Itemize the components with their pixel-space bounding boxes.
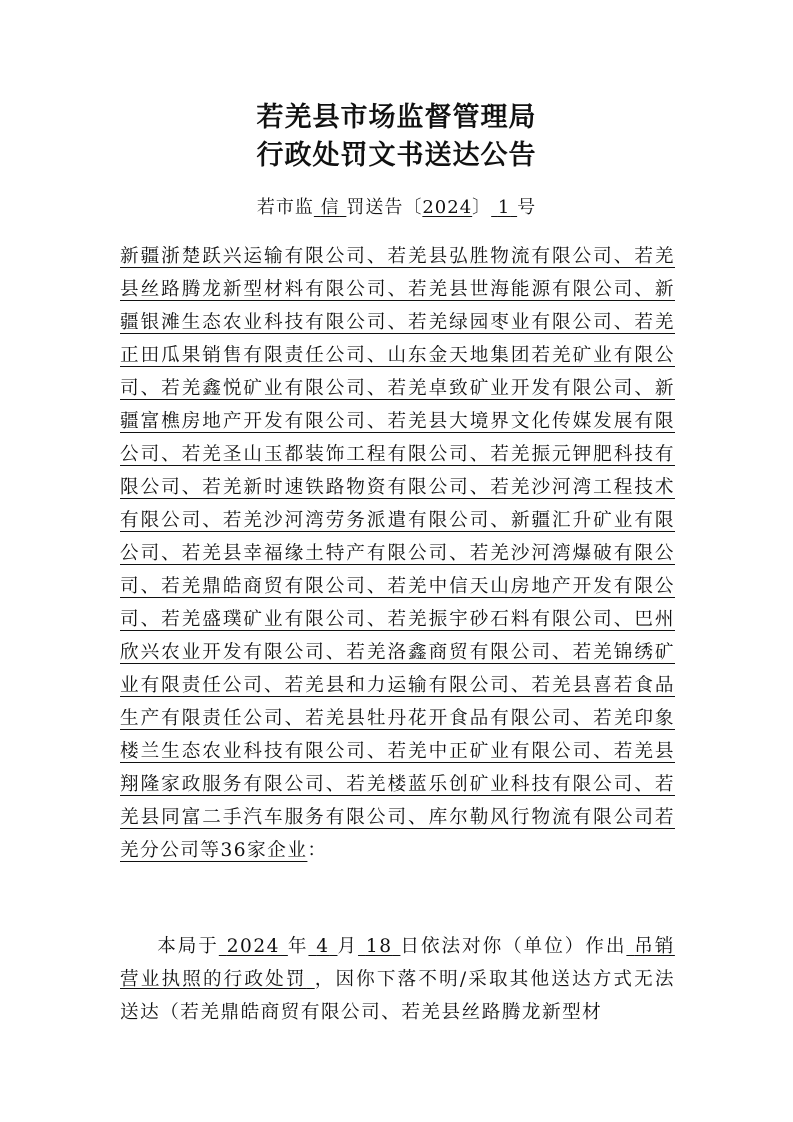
notice-rest: ，因你下落不明/采取其他送达方式无法送达（若羌鼎皓商贸有限公司、若羌县丝路腾龙新型材 <box>120 969 675 1023</box>
notice-day-unit: 日依法对你（单位）作出 <box>400 936 627 957</box>
notice-day: 18 <box>365 936 393 957</box>
title-line-1: 若羌县市场监督管理局 <box>256 102 537 133</box>
doc-number-serial: 1 <box>497 197 511 218</box>
notice-year-unit: 年 <box>287 936 309 957</box>
doc-number-year: 2024 <box>422 197 473 218</box>
doc-number-middle: 罚送告〔 <box>346 197 423 218</box>
recipient-companies: 新疆浙楚跃兴运输有限公司、若羌县弘胜物流有限公司、若羌县丝路腾龙新型材料有限公司、若羌县世海能源有限公司、新疆银滩生态农业科技有限公司、若羌绿园枣业有限公司、若羌正田瓜果销售有限责任公司、山东金天地集团若羌矿业有限公司、若羌鑫悦矿业有限公司、若羌卓致矿业开发有限公司、新疆富樵房地产开发有限公司、若羌县大境界文化传媒发展有限公司、若羌圣山玉都装饰工程有限公司、若羌振元钾肥科技有限公司、若羌新时速铁路物资有限公司、若羌沙河湾工程技术有限公司、若羌沙河湾劳务派遣有限公司、新疆汇升矿业有限公司、若羌县幸福缘土特产有限公司、若羌沙河湾爆破有限公司、若羌鼎皓商贸有限公司、若羌中信天山房地产开发有限公司、若羌盛璞矿业有限公司、若羌振宇砂石料有限公司、巴州欣兴农业开发有限公司、若羌洛鑫商贸有限公司、若羌锦绣矿业有限责任公司、若羌县和力运输有限公司、若羌县喜若食品生产有限责任公司、若羌县牡丹花开食品有限公司、若羌印象楼兰生态农业科技有限公司、若羌中正矿业有限公司、若羌县翔隆家政服务有限公司、若羌楼蓝乐创矿业科技有限公司、若羌县同富二手汽车服务有限公司、库尔勒风行物流有限公司若羌分公司等36家企业 <box>120 246 675 861</box>
notice-month-unit: 月 <box>337 936 359 957</box>
notice-decision: 吊销营业执照的行政处罚 <box>120 936 675 990</box>
doc-number-bracket: 〕 <box>472 197 492 218</box>
recipient-colon: ： <box>307 840 328 861</box>
doc-number-agency: 信 <box>320 197 340 218</box>
recipient-list <box>120 240 675 867</box>
notice-paragraph <box>120 930 675 1029</box>
doc-number-prefix: 若市监 <box>256 197 314 218</box>
notice-year: 2024 <box>226 936 281 957</box>
notice-month: 4 <box>316 936 330 957</box>
document-number <box>0 193 793 219</box>
notice-lead: 本局于 <box>157 936 219 957</box>
doc-number-suffix: 号 <box>517 197 537 218</box>
title-line-2: 行政处罚文书送达公告 <box>256 140 537 171</box>
